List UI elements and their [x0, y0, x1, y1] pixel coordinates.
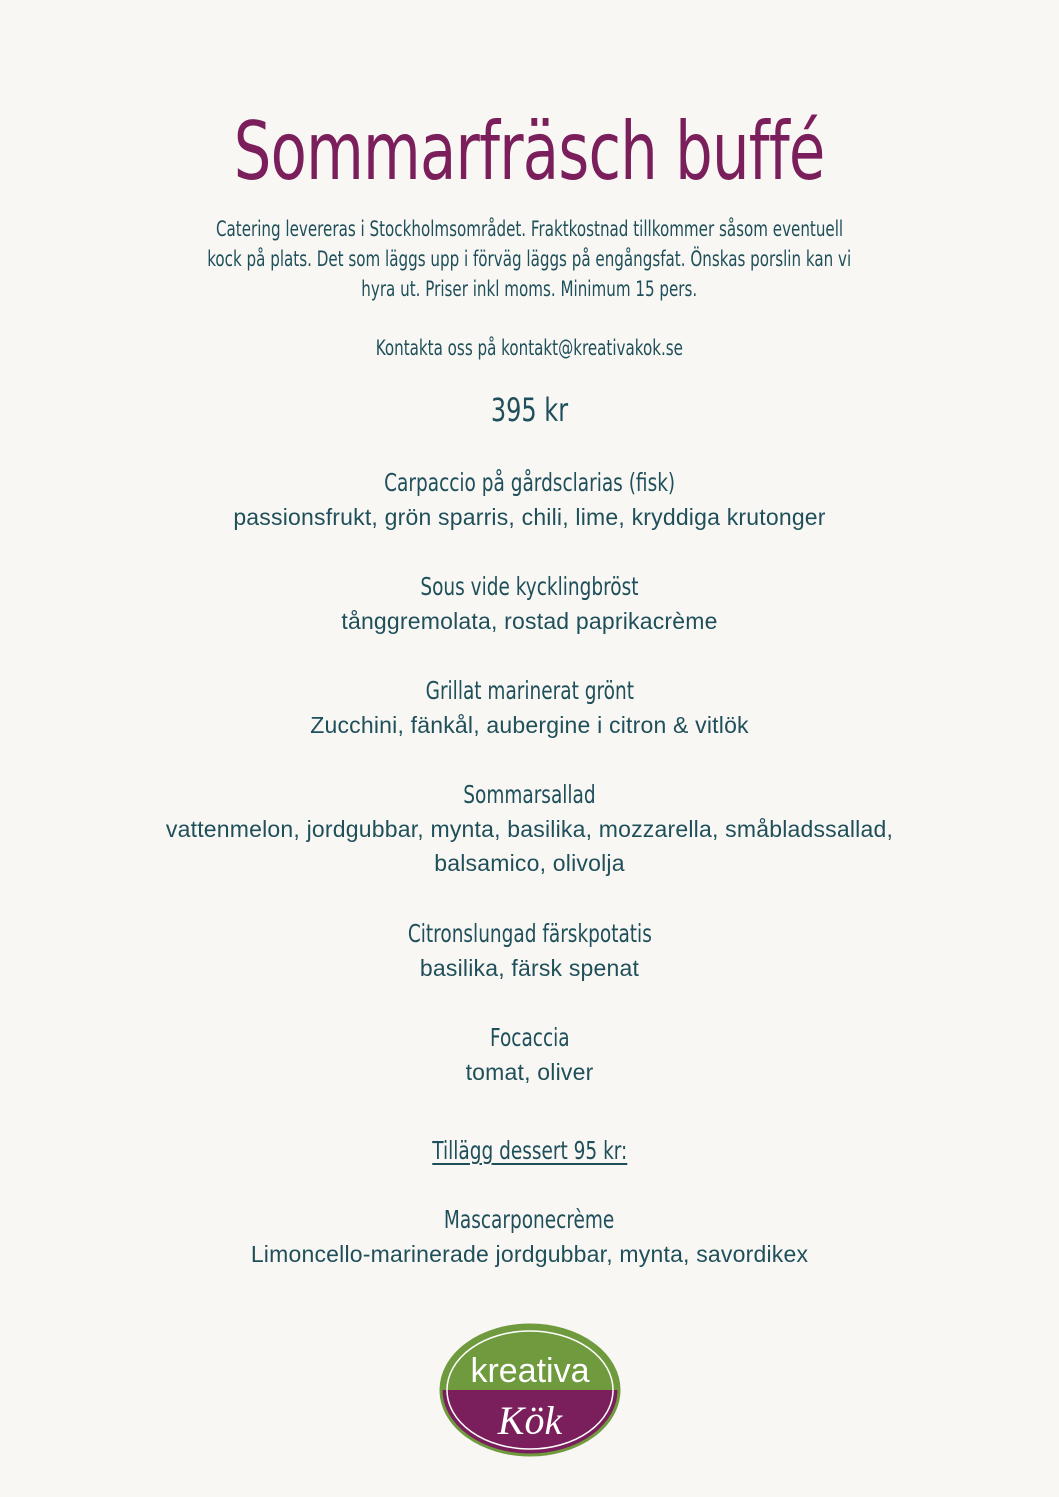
dish-item: [0, 778, 1059, 880]
price: 395 kr: [490, 391, 569, 429]
dessert-item: [0, 1203, 1059, 1271]
dish-item: [0, 674, 1059, 742]
dish-name: Grillat marinerat grönt: [425, 676, 634, 705]
intro-line: hyra ut. Priser inkl moms. Minimum 15 pers.: [361, 277, 698, 301]
dish-description: Limoncello-marinerade jordgubbar, mynta, savordikex: [250, 1241, 809, 1267]
dish-description: basilika, färsk spenat: [419, 955, 640, 981]
dish-description: Zucchini, fänkål, aubergine i citron & vitlök: [310, 712, 749, 738]
dish-description: passionsfrukt, grön sparris, chili, lime, kryddiga krutonger: [233, 504, 826, 530]
dish-item: [0, 570, 1059, 638]
dish-name: Sous vide kycklingbröst: [420, 572, 639, 601]
intro-line: Catering levereras i Stockholmsområdet. Fraktkostnad tillkommer såsom eventuell: [215, 217, 844, 241]
logo-word-kreativa: kreativa: [470, 1352, 590, 1390]
intro-line: kock på plats. Det som läggs upp i förväg läggs på engångsfat. Önskas porslin kan vi: [207, 247, 852, 271]
dish-item: [0, 466, 1059, 534]
logo-word-kok: Kök: [497, 1398, 563, 1443]
dish-description: tomat, oliver: [465, 1059, 594, 1085]
contact-text: Kontakta oss på kontakt@kreativakok.se: [375, 336, 684, 360]
dish-name: Citronslungad färskpotatis: [407, 919, 652, 948]
page-title: Sommarfräsch buffé: [234, 105, 825, 198]
dish-name: Mascarponecrème: [444, 1205, 615, 1234]
dish-name: Focaccia: [489, 1023, 570, 1052]
intro-text: [0, 214, 1059, 304]
dish-description: vattenmelon, jordgubbar, mynta, basilika, mozzarella, småbladssallad,: [165, 816, 894, 842]
dessert-addon-heading: Tillägg dessert 95 kr:: [431, 1136, 628, 1165]
dish-item: [0, 1021, 1059, 1089]
dish-description: tånggremolata, rostad paprikacrème: [341, 608, 718, 634]
dish-item: [0, 917, 1059, 985]
dish-name: Sommarsallad: [463, 780, 596, 809]
dish-name: Carpaccio på gårdsclarias (fisk): [383, 468, 676, 497]
dish-description: balsamico, olivolja: [434, 850, 625, 876]
kreativa-kok-logo: [438, 1322, 622, 1458]
